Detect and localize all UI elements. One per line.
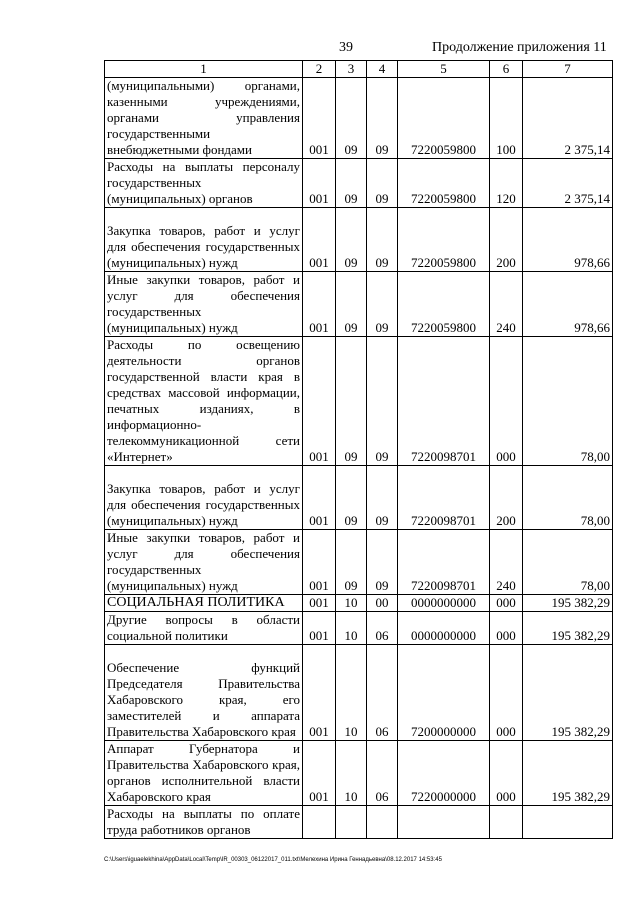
- row-amount: 78,00: [523, 466, 613, 530]
- row-subsection-code: 09: [367, 78, 398, 159]
- row-subsection-code: [367, 806, 398, 839]
- row-amount: 195 382,29: [523, 741, 613, 806]
- row-name: Расходы на выплаты персоналу государственных (муниципальных) органов: [105, 159, 303, 208]
- row-ministry-code: 001: [303, 645, 336, 741]
- row-target-article: 0000000000: [398, 595, 490, 612]
- row-subsection-code: 09: [367, 337, 398, 466]
- column-header: 5: [398, 61, 490, 78]
- row-ministry-code: 001: [303, 741, 336, 806]
- row-section-code: 09: [336, 337, 367, 466]
- row-amount: 978,66: [523, 208, 613, 272]
- column-header: 7: [523, 61, 613, 78]
- row-name: Закупка товаров, работ и услуг для обеспечения государственных (муниципальных) нужд: [105, 466, 303, 530]
- row-name: Другие вопросы в области социальной политики: [105, 612, 303, 645]
- table-row: [105, 337, 613, 466]
- row-name: СОЦИАЛЬНАЯ ПОЛИТИКА: [105, 595, 303, 612]
- row-section-code: 10: [336, 612, 367, 645]
- row-target-article: 7220098701: [398, 337, 490, 466]
- row-name: Расходы на выплаты по оплате труда работников органов: [105, 806, 303, 839]
- row-subsection-code: 09: [367, 530, 398, 595]
- table-row: [105, 272, 613, 337]
- row-section-code: 10: [336, 645, 367, 741]
- row-expense-type: 000: [490, 645, 523, 741]
- row-section-code: [336, 806, 367, 839]
- row-expense-type: 000: [490, 337, 523, 466]
- row-ministry-code: 001: [303, 78, 336, 159]
- table-row: [105, 159, 613, 208]
- row-section-code: 09: [336, 159, 367, 208]
- row-expense-type: 000: [490, 741, 523, 806]
- row-name: Обеспечение функций Председателя Правительства Хабаровского края, его заместителей и аппарата Правительства Хабаровского края: [105, 645, 303, 741]
- row-name: Иные закупки товаров, работ и услуг для обеспечения государственных (муниципальных) нужд: [105, 272, 303, 337]
- table-row: [105, 466, 613, 530]
- table-row: [105, 530, 613, 595]
- row-subsection-code: 09: [367, 272, 398, 337]
- row-expense-type: 000: [490, 595, 523, 612]
- row-target-article: 7220059800: [398, 159, 490, 208]
- row-subsection-code: 00: [367, 595, 398, 612]
- row-section-code: 09: [336, 208, 367, 272]
- row-target-article: 0000000000: [398, 612, 490, 645]
- row-expense-type: 200: [490, 466, 523, 530]
- table-header-row: [105, 61, 613, 78]
- table-row: [105, 741, 613, 806]
- table-row: [105, 208, 613, 272]
- row-expense-type: 240: [490, 272, 523, 337]
- row-subsection-code: 06: [367, 645, 398, 741]
- row-subsection-code: 09: [367, 159, 398, 208]
- row-ministry-code: 001: [303, 595, 336, 612]
- column-header: 6: [490, 61, 523, 78]
- row-ministry-code: 001: [303, 159, 336, 208]
- row-name: Расходы по освещению деятельности органов государственной власти края в средствах массовой информации, печатных изданиях, в информационно-телекоммуникационной сети «Интернет»: [105, 337, 303, 466]
- row-target-article: 7220059800: [398, 272, 490, 337]
- appendix-continuation-label: Продолжение приложения 11: [432, 40, 607, 55]
- column-header: 2: [303, 61, 336, 78]
- row-ministry-code: [303, 806, 336, 839]
- row-target-article: 7220000000: [398, 741, 490, 806]
- file-path-footer: C:\Users\iguaelekhina\AppData\Local\Temp\IR_00303_06122017_011.txt\Мелехина Ирина Геннадьевна\08.12.2017 14:53:45: [104, 857, 442, 863]
- row-expense-type: [490, 806, 523, 839]
- row-section-code: 09: [336, 272, 367, 337]
- column-header: 4: [367, 61, 398, 78]
- column-header: 1: [105, 61, 303, 78]
- row-ministry-code: 001: [303, 208, 336, 272]
- row-amount: 195 382,29: [523, 645, 613, 741]
- row-amount: 195 382,29: [523, 612, 613, 645]
- row-amount: 78,00: [523, 530, 613, 595]
- table-row: [105, 78, 613, 159]
- row-amount: 2 375,14: [523, 159, 613, 208]
- row-amount: 2 375,14: [523, 78, 613, 159]
- row-ministry-code: 001: [303, 272, 336, 337]
- row-target-article: 7220098701: [398, 466, 490, 530]
- row-section-code: 09: [336, 78, 367, 159]
- row-section-code: 10: [336, 741, 367, 806]
- table-row-partial: [105, 806, 613, 839]
- row-amount: [523, 806, 613, 839]
- row-name: (муниципальными) органами, казенными учреждениями, органами управления государственными внебюджетными фондами: [105, 78, 303, 159]
- row-name: Закупка товаров, работ и услуг для обеспечения государственных (муниципальных) нужд: [105, 208, 303, 272]
- row-subsection-code: 09: [367, 466, 398, 530]
- row-expense-type: 120: [490, 159, 523, 208]
- table-row-section: [105, 595, 613, 612]
- row-subsection-code: 06: [367, 612, 398, 645]
- row-target-article: 7220059800: [398, 78, 490, 159]
- row-subsection-code: 06: [367, 741, 398, 806]
- row-name: Иные закупки товаров, работ и услуг для обеспечения государственных (муниципальных) нужд: [105, 530, 303, 595]
- row-amount: 978,66: [523, 272, 613, 337]
- row-amount: 78,00: [523, 337, 613, 466]
- row-expense-type: 200: [490, 208, 523, 272]
- budget-table: [104, 60, 613, 839]
- row-expense-type: 100: [490, 78, 523, 159]
- row-ministry-code: 001: [303, 530, 336, 595]
- row-expense-type: 240: [490, 530, 523, 595]
- table-row: [105, 645, 613, 741]
- row-section-code: 10: [336, 595, 367, 612]
- row-name: Аппарат Губернатора и Правительства Хабаровского края, органов исполнительной власти Хабаровского края: [105, 741, 303, 806]
- row-target-article: 7220098701: [398, 530, 490, 595]
- page-number: 39: [339, 40, 353, 55]
- row-amount: 195 382,29: [523, 595, 613, 612]
- table-row: [105, 612, 613, 645]
- row-subsection-code: 09: [367, 208, 398, 272]
- row-target-article: [398, 806, 490, 839]
- row-section-code: 09: [336, 530, 367, 595]
- row-ministry-code: 001: [303, 612, 336, 645]
- row-ministry-code: 001: [303, 337, 336, 466]
- row-target-article: 7220059800: [398, 208, 490, 272]
- row-target-article: 7200000000: [398, 645, 490, 741]
- column-header: 3: [336, 61, 367, 78]
- row-expense-type: 000: [490, 612, 523, 645]
- row-ministry-code: 001: [303, 466, 336, 530]
- row-section-code: 09: [336, 466, 367, 530]
